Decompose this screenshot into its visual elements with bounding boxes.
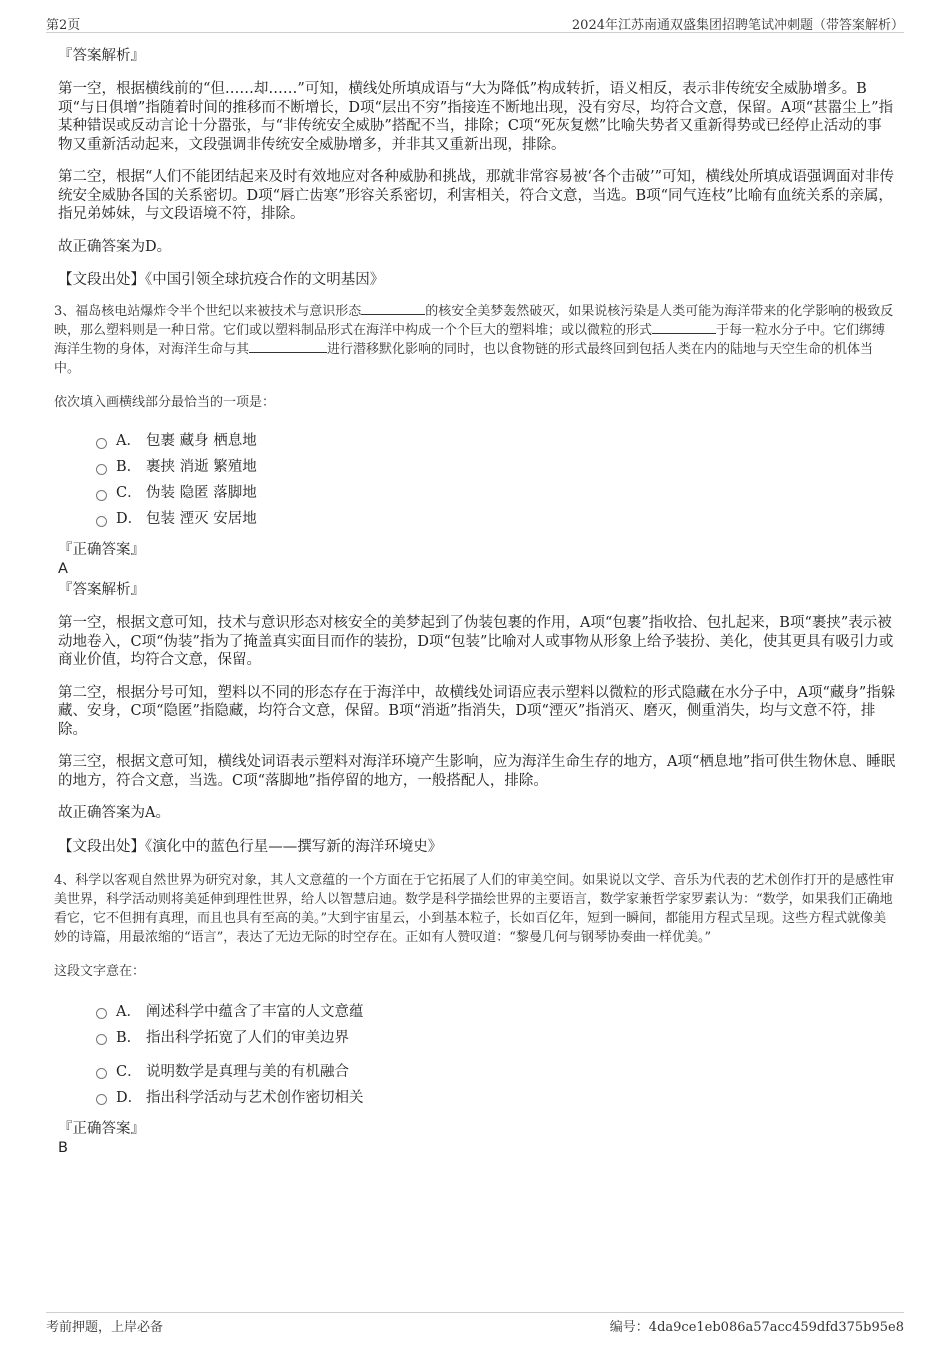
q2-analysis-para-2: 第二空，根据“人们不能团结起来及时有效地应对各种威胁和挑战，那就非常容易被‘各个击破’”可知，横线处所填成语强调面对非传统安全威胁各国的关系密切。D项“唇亡齿寒”形容关系密切，利害相关，符合文意，当选。B项“同气连枝”比喻有血统关系的亲属，指兄弟姊妹，与文段语境不符，排除。 <box>58 169 895 222</box>
q4-options <box>96 999 896 1111</box>
q3-prompt: 依次填入画横线部分最恰当的一项是： <box>54 395 276 410</box>
document-code: 编号：4da9ce1eb086a57acc459dfd375b95e8 <box>609 1320 904 1335</box>
radio-icon[interactable] <box>96 490 107 501</box>
q3-blank-1 <box>361 302 425 315</box>
q4-option-c[interactable]: C． 说明数学是真理与美的有机融合 <box>96 1059 896 1085</box>
q3-options <box>96 428 896 532</box>
q3-source: 【文段出处】《演化中的蓝色行星——撰写新的海洋环境史》 <box>58 838 443 855</box>
q3-blank-2 <box>652 321 716 334</box>
q3-correct-answer: A <box>58 561 68 577</box>
q4-correct-answer: B <box>58 1139 68 1156</box>
q3-analysis-para-2: 第二空，根据分号可知，塑料以不同的形态存在于海洋中，故横线处词语应表示塑料以微粒的形式隐藏在水分子中，A项“藏身”指躲藏、安身，C项“隐匿”指隐藏，均符合文意，保留。B项“消逝”指消失，D项“湮灭”指消灭、磨灭，侧重消失，均与文意不符，排除。 <box>58 684 896 738</box>
page-footer <box>46 1312 904 1335</box>
q3-option-b[interactable]: B． 裹挟 消逝 繁殖地 <box>96 454 896 480</box>
q3-analysis-para-3: 第三空，根据文意可知，横线处词语表示塑料对海洋环境产生影响，应为海洋生命生存的地方，A项“栖息地”指可供生物休息、睡眠的地方，符合文意，当选。C项“落脚地”指停留的地方，一般搭配人，排除。 <box>58 754 896 789</box>
q4-question-text: 4、科学以客观自然世界为研究对象，其人文意蕴的一个方面在于它拓展了人们的审美空间。如果说以文学、音乐为代表的艺术创作打开的是感性审美世界，科学活动则将美延伸到理性世界，给人以智慧启迪。数学是科学描绘世界的主要语言，数学家兼哲学家罗素认为：“数学，如果我们正确地看它，它不但拥有真理，而且也具有至高的美。”大到宇宙星云，小到基本粒子，长如百亿年，短到一瞬间，都能用方程式呈现。这些方程式就像美妙的诗篇，用最浓缩的“语言”，表达了无边无际的时空存在。正如有人赞叹道：“黎曼几何与钢琴协奏曲一样优美。” <box>54 872 895 945</box>
q3-option-c[interactable]: C． 伪装 隐匿 落脚地 <box>96 480 896 506</box>
radio-icon[interactable] <box>96 1068 107 1079</box>
q2-source: 【文段出处】《中国引领全球抗疫合作的文明基因》 <box>58 272 385 288</box>
q3-option-d[interactable]: D． 包装 湮灭 安居地 <box>96 506 896 532</box>
q4-option-a[interactable]: A． 阐述科学中蕴含了丰富的人文意蕴 <box>96 999 896 1025</box>
q3-analysis-para-1: 第一空，根据文意可知，技术与意识形态对核安全的美梦起到了伪装包裹的作用，A项“包裹”指收拾、包扎起来，B项“裹挟”表示被动地卷入，C项“伪装”指为了掩盖真实面目而作的装扮，D项“包装”比喻对人或事物从形象上给予装扮、美化，使其更具有吸引力或商业价值，均符合文意，保留。 <box>58 615 894 668</box>
radio-icon[interactable] <box>96 438 107 449</box>
q3-analysis-conclusion: 故正确答案为A。 <box>58 805 170 821</box>
q2-analysis-conclusion: 故正确答案为D。 <box>58 238 172 255</box>
page-number: 第2页 <box>46 18 81 33</box>
q2-analysis-para-1: 第一空，根据横线前的“但……却……”可知，横线处所填成语与“大为降低”构成转折，语义相反，表示非传统安全威胁增多。B项“与日俱增”指随着时间的推移而不断增长，D项“层出不穷”指接连不断地出现，没有穷尽，均符合文意，保留。A项“甚嚣尘上”指某种错误或反动言论十分嚣张，与“非传统安全威胁”搭配不当，排除；C项“死灰复燃”比喻失势者又重新得势或已经停止活动的事物又重新活动起来，文段强调非传统安全威胁增多，并非其又重新出现，排除。 <box>58 81 894 153</box>
radio-icon[interactable] <box>96 1034 107 1045</box>
q4-correct-answer-label: 『正确答案』 <box>58 1120 145 1137</box>
radio-icon[interactable] <box>96 1008 107 1019</box>
radio-icon[interactable] <box>96 516 107 527</box>
radio-icon[interactable] <box>96 1094 107 1105</box>
q4-option-d[interactable]: D． 指出科学活动与艺术创作密切相关 <box>96 1085 896 1111</box>
footer-slogan: 考前押题，上岸必备 <box>46 1320 164 1335</box>
q3-blank-3 <box>249 340 327 353</box>
q3-option-a[interactable]: A． 包裹 藏身 栖息地 <box>96 428 896 454</box>
q2-analysis-label: 『答案解析』 <box>58 48 145 64</box>
document-title: 2024年江苏南通双盛集团招聘笔试冲刺题（带答案解析） <box>571 18 904 33</box>
radio-icon[interactable] <box>96 464 107 475</box>
q4-option-b[interactable]: B． 指出科学拓宽了人们的审美边界 <box>96 1025 896 1051</box>
q3-correct-answer-label: 『正确答案』 <box>58 542 145 558</box>
page-header <box>46 12 904 33</box>
page-content <box>54 44 896 1157</box>
q4-prompt: 这段文字意在： <box>54 963 146 979</box>
q3-analysis-label: 『答案解析』 <box>58 582 145 598</box>
q3-question-text: 3、福岛核电站爆炸令半个世纪以来被技术与意识形态 的核安全美梦轰然破灭，如果说核污染是人类可能为海洋带来的化学影响的极致反映，那么塑料则是一种日常。它们或以塑料制品形式在海洋中构成一个个巨大的塑料堆；或以微粒的形式 于每一粒水分子中。它们绑缚海洋生物的身体，对海洋生命与其 进行潜移默化影响的同时，也以食物链的形式最终回到包括人类在内的陆地与天空生命的机体当中。 <box>54 304 894 376</box>
